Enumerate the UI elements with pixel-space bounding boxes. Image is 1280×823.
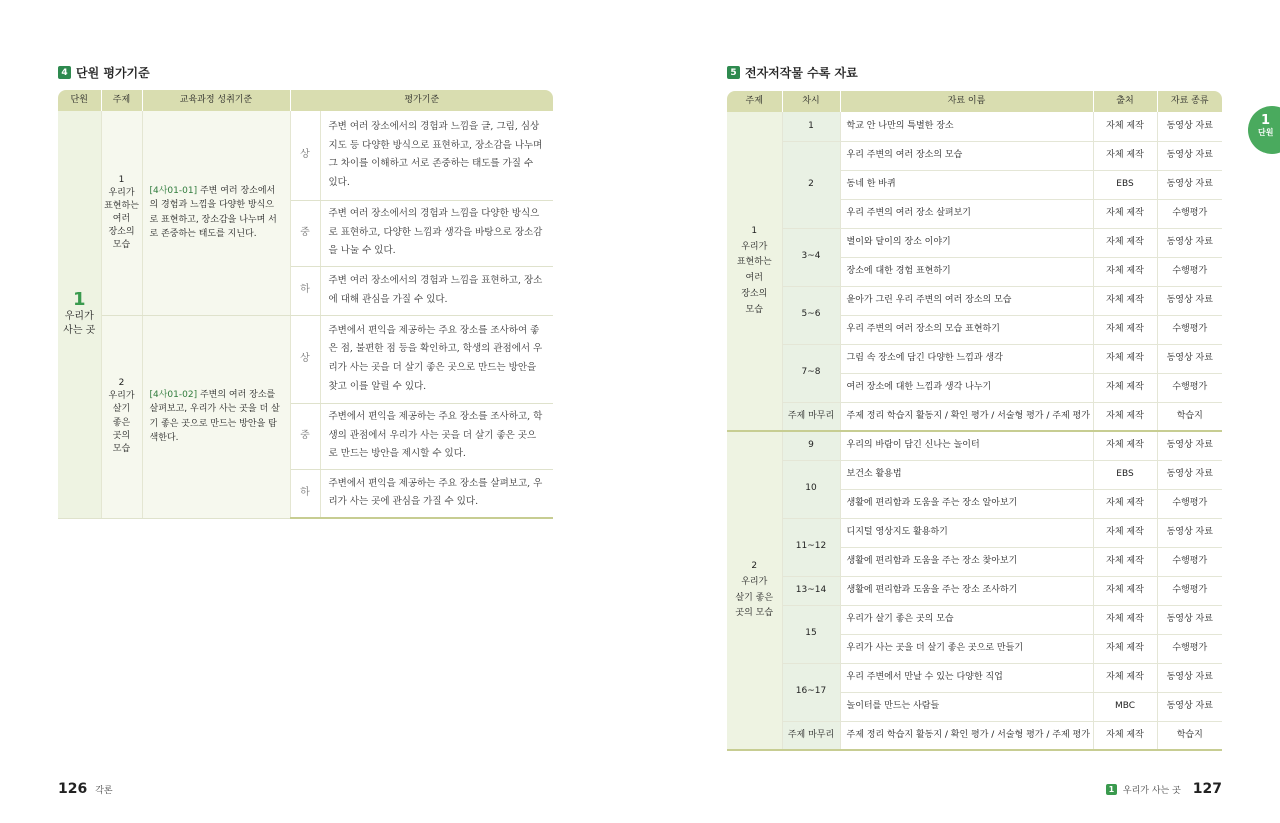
material-name: 우리가 사는 곳을 더 살기 좋은 곳으로 만들기 (840, 634, 1093, 663)
session-cell: 5~6 (782, 286, 840, 344)
standard-text: 주변 여러 장소에서의 경험과 느낌을 다양한 방식으로 표현하고, 장소감을 나누며 서로 존중하는 태도를 지닌다. (149, 185, 277, 240)
section-title-text: 전자저작물 수록 자료 (745, 66, 858, 80)
material-source: 자체 제작 (1093, 663, 1157, 692)
session-cell: 15 (782, 605, 840, 663)
topic-cell: 1 우리가 표현하는 여러 장소의 모습 (101, 111, 142, 315)
material-name: 우리 주변의 여러 장소의 모습 (840, 141, 1093, 170)
table-row (58, 111, 553, 200)
material-type: 동영상 자료 (1157, 605, 1222, 634)
material-source: 자체 제작 (1093, 315, 1157, 344)
session-cell: 13~14 (782, 576, 840, 605)
material-source: 자체 제작 (1093, 373, 1157, 402)
unit-cell (58, 111, 101, 518)
material-name: 생활에 편리함과 도움을 주는 장소 알아보기 (840, 489, 1093, 518)
session-cell: 주제 마무리 (782, 402, 840, 431)
material-type: 동영상 자료 (1157, 460, 1222, 489)
level-label: 하 (290, 266, 320, 315)
material-type: 수행평가 (1157, 373, 1222, 402)
session-cell: 1 (782, 112, 840, 141)
material-source: 자체 제작 (1093, 257, 1157, 286)
table-row (727, 228, 1222, 257)
material-source: 자체 제작 (1093, 402, 1157, 431)
level-label: 상 (290, 315, 320, 403)
right-footer-label: 우리가 사는 곳 (1122, 785, 1181, 796)
material-name: 우리 주변에서 만날 수 있는 다양한 직업 (840, 663, 1093, 692)
section-number-badge: 5 (727, 66, 740, 79)
material-type: 동영상 자료 (1157, 170, 1222, 199)
left-footer (58, 781, 113, 797)
level-label: 중 (290, 403, 320, 469)
material-type: 수행평가 (1157, 634, 1222, 663)
material-name: 동네 한 바퀴 (840, 170, 1093, 199)
material-type: 수행평가 (1157, 547, 1222, 576)
criteria-text: 주변 여러 장소에서의 경험과 느낌을 다양한 방식으로 표현하고, 다양한 느낌과 생각을 바탕으로 장소감을 나눌 수 있다. (320, 200, 553, 266)
session-cell: 11~12 (782, 518, 840, 576)
col-header-topic: 주제 (727, 91, 782, 112)
level-label: 중 (290, 200, 320, 266)
material-type: 동영상 자료 (1157, 663, 1222, 692)
material-name: 생활에 편리함과 도움을 주는 장소 조사하기 (840, 576, 1093, 605)
material-source: 자체 제작 (1093, 518, 1157, 547)
standard-code: [4사01-01] (149, 185, 198, 196)
material-name: 우리가 살기 좋은 곳의 모습 (840, 605, 1093, 634)
right-section-title (727, 64, 858, 81)
material-name: 장소에 대한 경험 표현하기 (840, 257, 1093, 286)
material-name: 윤아가 그린 우리 주변의 여러 장소의 모습 (840, 286, 1093, 315)
material-source: EBS (1093, 460, 1157, 489)
materials-body (727, 112, 1222, 750)
table-row (727, 286, 1222, 315)
table-header-row (727, 91, 1222, 112)
standard-cell (142, 315, 290, 518)
standard-text: 주변의 여러 장소를 살펴보고, 우리가 사는 곳을 더 살기 좋은 곳으로 만드는 방안을 탐색한다. (149, 389, 280, 443)
material-source: 자체 제작 (1093, 547, 1157, 576)
material-type: 학습지 (1157, 721, 1222, 750)
material-name: 주제 정리 학습지 활동지 / 확인 평가 / 서술형 평가 / 주제 평가 (840, 402, 1093, 431)
session-cell: 2 (782, 141, 840, 228)
criteria-text: 주변 여러 장소에서의 경험과 느낌을 표현하고, 장소에 대해 관심을 가질 수 있다. (320, 266, 553, 315)
material-name: 보건소 활용법 (840, 460, 1093, 489)
col-header-topic: 주제 (101, 90, 142, 111)
material-type: 동영상 자료 (1157, 141, 1222, 170)
material-type: 수행평가 (1157, 315, 1222, 344)
material-name: 우리 주변의 여러 장소의 모습 표현하기 (840, 315, 1093, 344)
criteria-text: 주변에서 편익을 제공하는 주요 장소를 살펴보고, 우리가 사는 곳에 관심을 가질 수 있다. (320, 469, 553, 518)
table-row (727, 576, 1222, 605)
material-name: 학교 안 나만의 특별한 장소 (840, 112, 1093, 141)
topic-cell: 1 우리가 표현하는 여러 장소의 모습 (727, 112, 782, 431)
material-name: 생활에 편리함과 도움을 주는 장소 찾아보기 (840, 547, 1093, 576)
table-row (727, 431, 1222, 460)
col-header-standard: 교육과정 성취기준 (142, 90, 290, 111)
side-tab-label: 단원 (1258, 128, 1274, 137)
col-header-material-name: 자료 이름 (840, 91, 1093, 112)
table-header-row (58, 90, 553, 111)
material-source: 자체 제작 (1093, 112, 1157, 141)
material-type: 동영상 자료 (1157, 112, 1222, 141)
digital-materials-table (727, 91, 1222, 751)
standard-code: [4사01-02] (149, 389, 198, 400)
criteria-text: 주변에서 편익을 제공하는 주요 장소를 조사하여 좋은 점, 불편한 점 등을 확인하고, 학생의 관점에서 우리가 사는 곳을 더 살기 좋은 곳으로 만드는 방안을 찾고 이를 알릴 수 있다. (320, 315, 553, 403)
chapter-number-badge: 1 (1106, 784, 1117, 795)
material-source: MBC (1093, 692, 1157, 721)
standard-cell (142, 111, 290, 315)
material-type: 동영상 자료 (1157, 228, 1222, 257)
material-name: 우리 주변의 여러 장소 살펴보기 (840, 199, 1093, 228)
material-type: 동영상 자료 (1157, 431, 1222, 460)
right-page-number: 127 (1192, 781, 1222, 797)
material-source: 자체 제작 (1093, 141, 1157, 170)
level-label: 하 (290, 469, 320, 518)
material-type: 수행평가 (1157, 199, 1222, 228)
table-row (727, 663, 1222, 692)
material-source: 자체 제작 (1093, 286, 1157, 315)
material-source: 자체 제작 (1093, 489, 1157, 518)
side-tab-number: 1 (1261, 113, 1271, 128)
material-source: 자체 제작 (1093, 634, 1157, 663)
left-page-number: 126 (58, 781, 88, 797)
material-name: 그림 속 장소에 담긴 다양한 느낌과 생각 (840, 344, 1093, 373)
col-header-session: 차시 (782, 91, 840, 112)
evaluation-criteria-table (58, 90, 553, 519)
table-row (727, 721, 1222, 750)
topic-cell: 2 우리가 살기 좋은 곳의 모습 (101, 315, 142, 518)
material-name: 디지털 영상지도 활용하기 (840, 518, 1093, 547)
material-source: 자체 제작 (1093, 199, 1157, 228)
material-name: 우리의 바람이 담긴 신나는 놀이터 (840, 431, 1093, 460)
material-name: 주제 정리 학습지 활동지 / 확인 평가 / 서술형 평가 / 주제 평가 (840, 721, 1093, 750)
unit-number: 1 (72, 288, 86, 310)
table-row (727, 460, 1222, 489)
material-type: 수행평가 (1157, 576, 1222, 605)
criteria-text: 주변에서 편익을 제공하는 주요 장소를 조사하고, 학생의 관점에서 우리가 사는 곳을 더 살기 좋은 곳으로 만드는 방안을 제시할 수 있다. (320, 403, 553, 469)
material-source: 자체 제작 (1093, 576, 1157, 605)
col-header-criteria: 평가기준 (290, 90, 553, 111)
material-source: 자체 제작 (1093, 605, 1157, 634)
session-cell: 3~4 (782, 228, 840, 286)
table-row (727, 141, 1222, 170)
col-header-source: 출처 (1093, 91, 1157, 112)
material-source: EBS (1093, 170, 1157, 199)
table-row (727, 402, 1222, 431)
col-header-material-type: 자료 종류 (1157, 91, 1222, 112)
material-source: 자체 제작 (1093, 228, 1157, 257)
level-label: 상 (290, 111, 320, 200)
material-type: 동영상 자료 (1157, 692, 1222, 721)
material-type: 수행평가 (1157, 257, 1222, 286)
material-type: 동영상 자료 (1157, 344, 1222, 373)
table-row (58, 315, 553, 403)
material-name: 별이와 달이의 장소 이야기 (840, 228, 1093, 257)
session-cell: 10 (782, 460, 840, 518)
material-type: 동영상 자료 (1157, 286, 1222, 315)
unit-name: 우리가 사는 곳 (63, 310, 96, 337)
session-cell: 16~17 (782, 663, 840, 721)
table-row (727, 344, 1222, 373)
right-footer (1106, 781, 1222, 797)
material-source: 자체 제작 (1093, 721, 1157, 750)
material-source: 자체 제작 (1093, 431, 1157, 460)
material-type: 수행평가 (1157, 489, 1222, 518)
col-header-unit: 단원 (58, 90, 101, 111)
left-section-title (58, 64, 150, 81)
table-row (727, 605, 1222, 634)
table-row (727, 518, 1222, 547)
material-type: 동영상 자료 (1157, 518, 1222, 547)
material-name: 여러 장소에 대한 느낌과 생각 나누기 (840, 373, 1093, 402)
left-footer-label: 각론 (95, 785, 113, 796)
material-source: 자체 제작 (1093, 344, 1157, 373)
material-name: 놀이터를 만드는 사람들 (840, 692, 1093, 721)
section-title-text: 단원 평가기준 (76, 66, 150, 80)
session-cell: 7~8 (782, 344, 840, 402)
table-row (727, 112, 1222, 141)
section-number-badge: 4 (58, 66, 71, 79)
topic-cell: 2 우리가 살기 좋은 곳의 모습 (727, 431, 782, 750)
session-cell: 주제 마무리 (782, 721, 840, 750)
criteria-text: 주변 여러 장소에서의 경험과 느낌을 글, 그림, 심상 지도 등 다양한 방식으로 표현하고, 장소감을 나누며 그 차이를 이해하고 서로 존중하는 태도를 가질 수 있다. (320, 111, 553, 200)
chapter-side-tab[interactable] (1248, 106, 1280, 154)
session-cell: 9 (782, 431, 840, 460)
material-type: 학습지 (1157, 402, 1222, 431)
